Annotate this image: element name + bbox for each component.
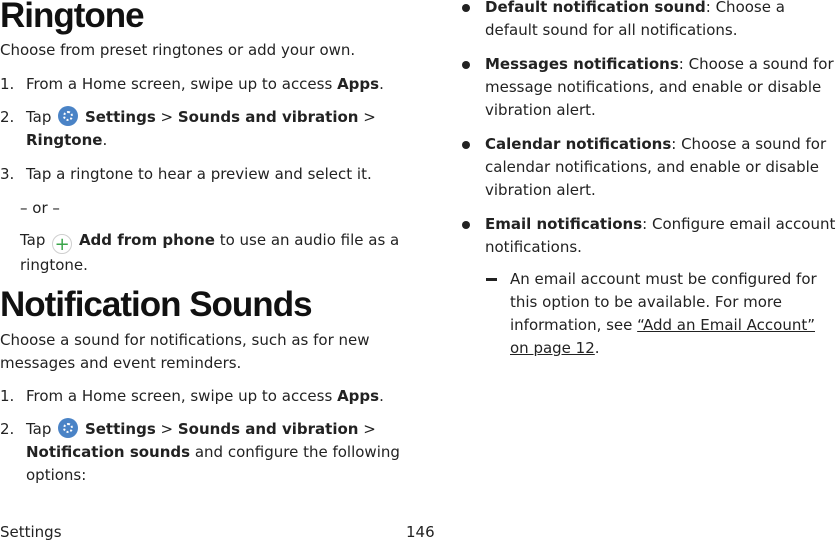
ringtone-intro: Choose from preset ringtones or add your own. bbox=[0, 41, 356, 59]
note-text: An email account must be configured for this option to be available. For more information, see bbox=[510, 270, 817, 334]
add-from-phone-step bbox=[0, 229, 400, 277]
option-text: : Choose a sound for message notifications, and enable or disable vibration alert. bbox=[485, 55, 834, 119]
ringtone-step-3 bbox=[0, 163, 400, 186]
footer-section-label: Settings bbox=[0, 523, 62, 541]
step-number: 2. bbox=[0, 108, 15, 126]
settings-gear-icon bbox=[58, 418, 78, 438]
option-title: Calendar notifications bbox=[485, 135, 672, 153]
step-text: and configure the following options: bbox=[26, 443, 400, 484]
add-from-phone-label: Add from phone bbox=[78, 231, 215, 249]
settings-label: Settings bbox=[84, 108, 156, 126]
step-number: 1. bbox=[0, 75, 15, 93]
dash-icon bbox=[486, 278, 497, 281]
bullet-icon bbox=[462, 221, 470, 229]
option-text: : Choose a sound for calendar notifications, and enable or disable vibration alert. bbox=[485, 135, 827, 199]
option-text: : Configure email account notifications. bbox=[485, 215, 836, 256]
option-title: Messages notifications bbox=[485, 55, 679, 73]
punct: . bbox=[102, 131, 108, 149]
option-text: : Choose a default sound for all notifications. bbox=[485, 0, 785, 39]
add-plus-icon: + bbox=[52, 234, 72, 254]
punct: . bbox=[379, 75, 384, 93]
notification-sounds-heading: Notification Sounds bbox=[0, 285, 312, 324]
punct: . bbox=[379, 387, 384, 405]
option-messages-notifications bbox=[462, 53, 837, 122]
ringtone-label: Ringtone bbox=[26, 131, 103, 149]
step-text: From a Home screen, swipe up to access bbox=[26, 75, 338, 93]
notification-step-2 bbox=[0, 418, 400, 487]
option-email-notifications bbox=[462, 213, 837, 259]
option-default-notification bbox=[462, 0, 837, 42]
bullet-icon bbox=[462, 61, 470, 69]
step-text: From a Home screen, swipe up to access bbox=[26, 387, 338, 405]
option-calendar-notifications bbox=[462, 133, 837, 202]
separator: > bbox=[155, 420, 178, 438]
step-text: Tap bbox=[20, 231, 51, 249]
add-email-account-link[interactable]: “Add an Email Account” on page 12 bbox=[510, 316, 815, 357]
bullet-icon bbox=[462, 4, 470, 12]
apps-label: Apps bbox=[337, 75, 380, 93]
step-text: Tap a ringtone to hear a preview and select it. bbox=[26, 165, 372, 183]
option-title: Email notifications bbox=[485, 215, 643, 233]
apps-label: Apps bbox=[337, 387, 380, 405]
notification-sounds-label: Notification sounds bbox=[26, 443, 191, 461]
notification-sounds-intro: Choose a sound for notifications, such as for new messages and event reminders. bbox=[0, 331, 370, 372]
separator: > bbox=[358, 108, 376, 126]
settings-gear-icon bbox=[58, 106, 78, 126]
page-number: 146 bbox=[406, 523, 435, 541]
option-title: Default notification sound bbox=[485, 0, 706, 16]
separator: > bbox=[358, 420, 376, 438]
notification-step-1 bbox=[0, 385, 400, 408]
step-number: 1. bbox=[0, 387, 15, 405]
ringtone-step-2 bbox=[0, 106, 400, 152]
sounds-vibration-label: Sounds and vibration bbox=[177, 420, 359, 438]
step-text: Tap bbox=[26, 108, 57, 126]
sounds-vibration-label: Sounds and vibration bbox=[177, 108, 359, 126]
settings-label: Settings bbox=[84, 420, 156, 438]
separator: > bbox=[155, 108, 178, 126]
left-column bbox=[0, 0, 400, 487]
step-number: 2. bbox=[0, 420, 15, 438]
or-separator: – or – bbox=[20, 199, 60, 217]
bullet-icon bbox=[462, 141, 470, 149]
step-text: Tap bbox=[26, 420, 57, 438]
step-text: to use an audio file as a ringtone. bbox=[20, 231, 400, 274]
ringtone-step-1 bbox=[0, 73, 400, 96]
ringtone-heading: Ringtone bbox=[0, 0, 144, 35]
email-account-note bbox=[462, 268, 837, 360]
punct: . bbox=[594, 339, 600, 357]
step-number: 3. bbox=[0, 165, 15, 183]
right-column bbox=[462, 0, 837, 360]
